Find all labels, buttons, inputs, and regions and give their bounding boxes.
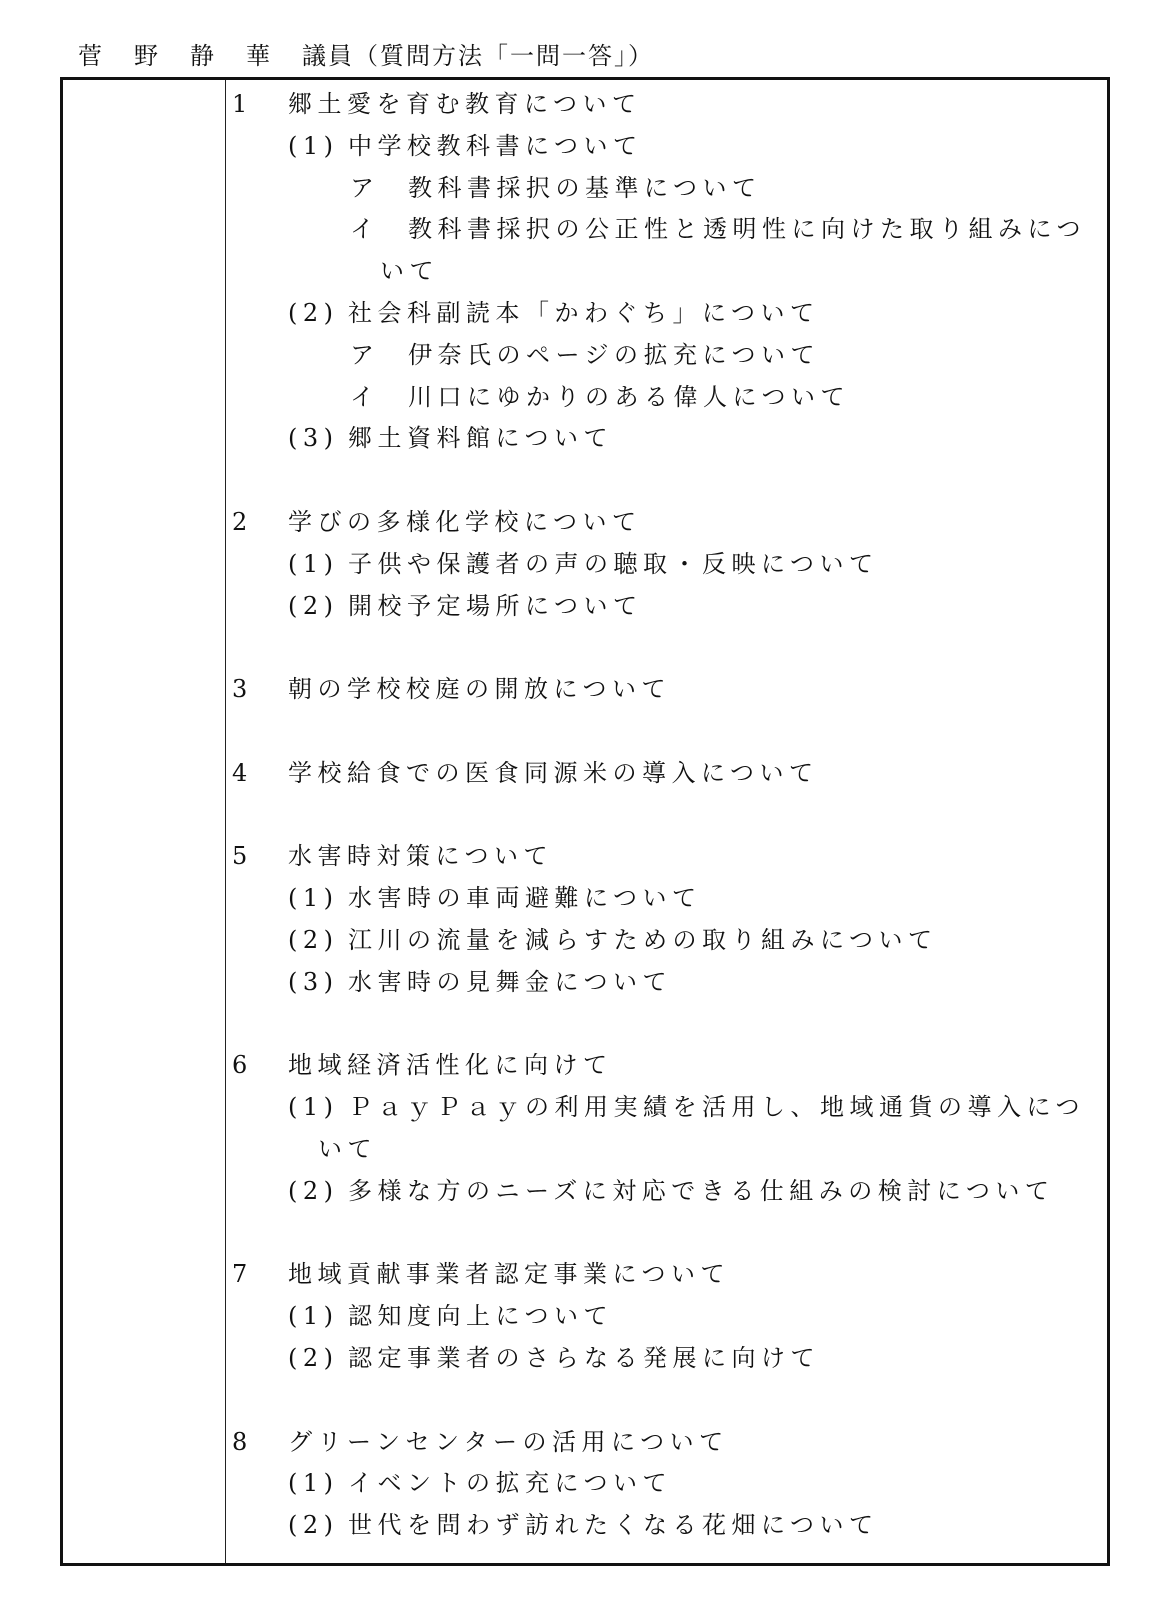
spacer — [232, 627, 1102, 669]
sub-title: 開校予定場所について — [348, 591, 643, 620]
sub-label: (1) — [288, 1302, 339, 1331]
item-number: 8 — [232, 1427, 253, 1456]
member-name-char: 野 — [134, 42, 160, 70]
item-title: グリーンセンターの活用について — [288, 1427, 729, 1456]
member-name-char: 華 — [246, 42, 272, 70]
point-text: 伊奈氏のページの拡充について — [408, 340, 821, 369]
document-header — [78, 36, 654, 71]
sub-label: (1) — [288, 131, 339, 160]
item-number: 5 — [232, 842, 253, 871]
sub-title: 認知度向上について — [348, 1302, 614, 1331]
item-heading — [232, 502, 1102, 544]
sub-item — [232, 962, 1102, 1004]
point-item — [232, 209, 1102, 251]
point-label: ア — [350, 340, 380, 369]
item-number: 3 — [232, 675, 253, 704]
point-item — [232, 377, 1102, 419]
item-number: 1 — [232, 90, 253, 118]
sub-label: (1) — [288, 1469, 339, 1498]
sub-item — [232, 1171, 1102, 1213]
item-heading — [232, 1254, 1102, 1296]
member-role: 議員（質問方法「一問一答」） — [302, 42, 654, 70]
sub-continuation — [232, 1129, 1102, 1171]
sub-title: 子供や保護者の声の聴取・反映について — [348, 549, 879, 578]
sub-item — [232, 1338, 1102, 1380]
item-title: 水害時対策について — [288, 842, 554, 871]
sub-item — [232, 126, 1102, 168]
sub-item — [232, 1087, 1102, 1129]
item-number: 6 — [232, 1051, 253, 1080]
member-name-char: 静 — [190, 42, 216, 70]
point-text-cont: いて — [380, 257, 439, 286]
sub-item — [232, 920, 1102, 962]
sub-label: (3) — [288, 424, 339, 453]
item-heading — [232, 84, 1102, 126]
sub-item — [232, 1296, 1102, 1338]
sub-title-cont: いて — [318, 1134, 377, 1163]
point-text: 教科書採択の基準について — [408, 173, 762, 202]
point-text: 川口にゆかりのある偉人について — [408, 382, 851, 411]
sub-title: 多様な方のニーズに対応できる仕組みの検討について — [348, 1176, 1055, 1205]
spacer — [232, 1380, 1102, 1422]
sub-title: 水害時の見舞金について — [348, 967, 673, 996]
sub-title: 郷土資料館について — [348, 424, 614, 453]
sub-label: (2) — [288, 925, 339, 954]
item-number: 7 — [232, 1260, 253, 1289]
item-title: 地域貢献事業者認定事業について — [288, 1260, 731, 1289]
item-title: 郷土愛を育む教育について — [288, 90, 642, 118]
item-number: 2 — [232, 507, 253, 536]
point-label: ア — [350, 173, 380, 202]
sub-item — [232, 544, 1102, 586]
sub-label: (2) — [288, 1511, 339, 1540]
point-label: イ — [350, 382, 380, 411]
item-heading — [232, 669, 1102, 711]
sub-title: 水害時の車両避難について — [348, 884, 702, 913]
sub-label: (3) — [288, 967, 339, 996]
item-heading — [232, 1422, 1102, 1464]
spacer — [232, 711, 1102, 753]
item-heading — [232, 836, 1102, 878]
item-title: 地域経済活性化に向けて — [288, 1051, 613, 1080]
spacer — [232, 1213, 1102, 1255]
item-number: 4 — [232, 758, 253, 787]
sub-item — [232, 418, 1102, 460]
spacer — [232, 460, 1102, 502]
spacer — [232, 1004, 1102, 1046]
sub-item — [232, 293, 1102, 335]
item-title: 朝の学校校庭の開放について — [288, 675, 672, 704]
item-title: 学校給食での医食同源米の導入について — [288, 758, 819, 787]
sub-label: (2) — [288, 298, 339, 327]
point-text: 教科書採択の公正性と透明性に向けた取り組みにつ — [408, 215, 1087, 244]
item-heading — [232, 753, 1102, 795]
sub-title: 社会科副読本「かわぐち」について — [348, 298, 820, 327]
sub-title: ＰａｙＰａｙの利用実績を活用し、地域通貨の導入につ — [348, 1093, 1086, 1122]
sub-label: (2) — [288, 1343, 339, 1372]
item-title: 学びの多様化学校について — [288, 507, 642, 536]
member-name-char: 菅 — [78, 42, 104, 70]
sub-title: 世代を問わず訪れたくなる花畑について — [348, 1511, 879, 1540]
point-continuation — [232, 251, 1102, 293]
sub-label: (2) — [288, 591, 339, 620]
sub-item — [232, 1463, 1102, 1505]
sub-label: (1) — [288, 549, 339, 578]
column-divider — [225, 80, 226, 1563]
sub-item — [232, 878, 1102, 920]
sub-label: (1) — [288, 1093, 339, 1122]
question-list — [232, 84, 1102, 1547]
sub-label: (2) — [288, 1176, 339, 1205]
item-heading — [232, 1045, 1102, 1087]
point-label: イ — [350, 215, 380, 244]
sub-title: 中学校教科書について — [348, 131, 643, 160]
sub-title: 認定事業者のさらなる発展に向けて — [348, 1343, 820, 1372]
sub-title: 江川の流量を減らすための取り組みについて — [348, 925, 938, 954]
point-item — [232, 335, 1102, 377]
sub-item — [232, 586, 1102, 628]
sub-label: (1) — [288, 884, 339, 913]
point-item — [232, 168, 1102, 210]
sub-title: イベントの拡充について — [348, 1469, 673, 1498]
sub-item — [232, 1505, 1102, 1547]
spacer — [232, 795, 1102, 837]
